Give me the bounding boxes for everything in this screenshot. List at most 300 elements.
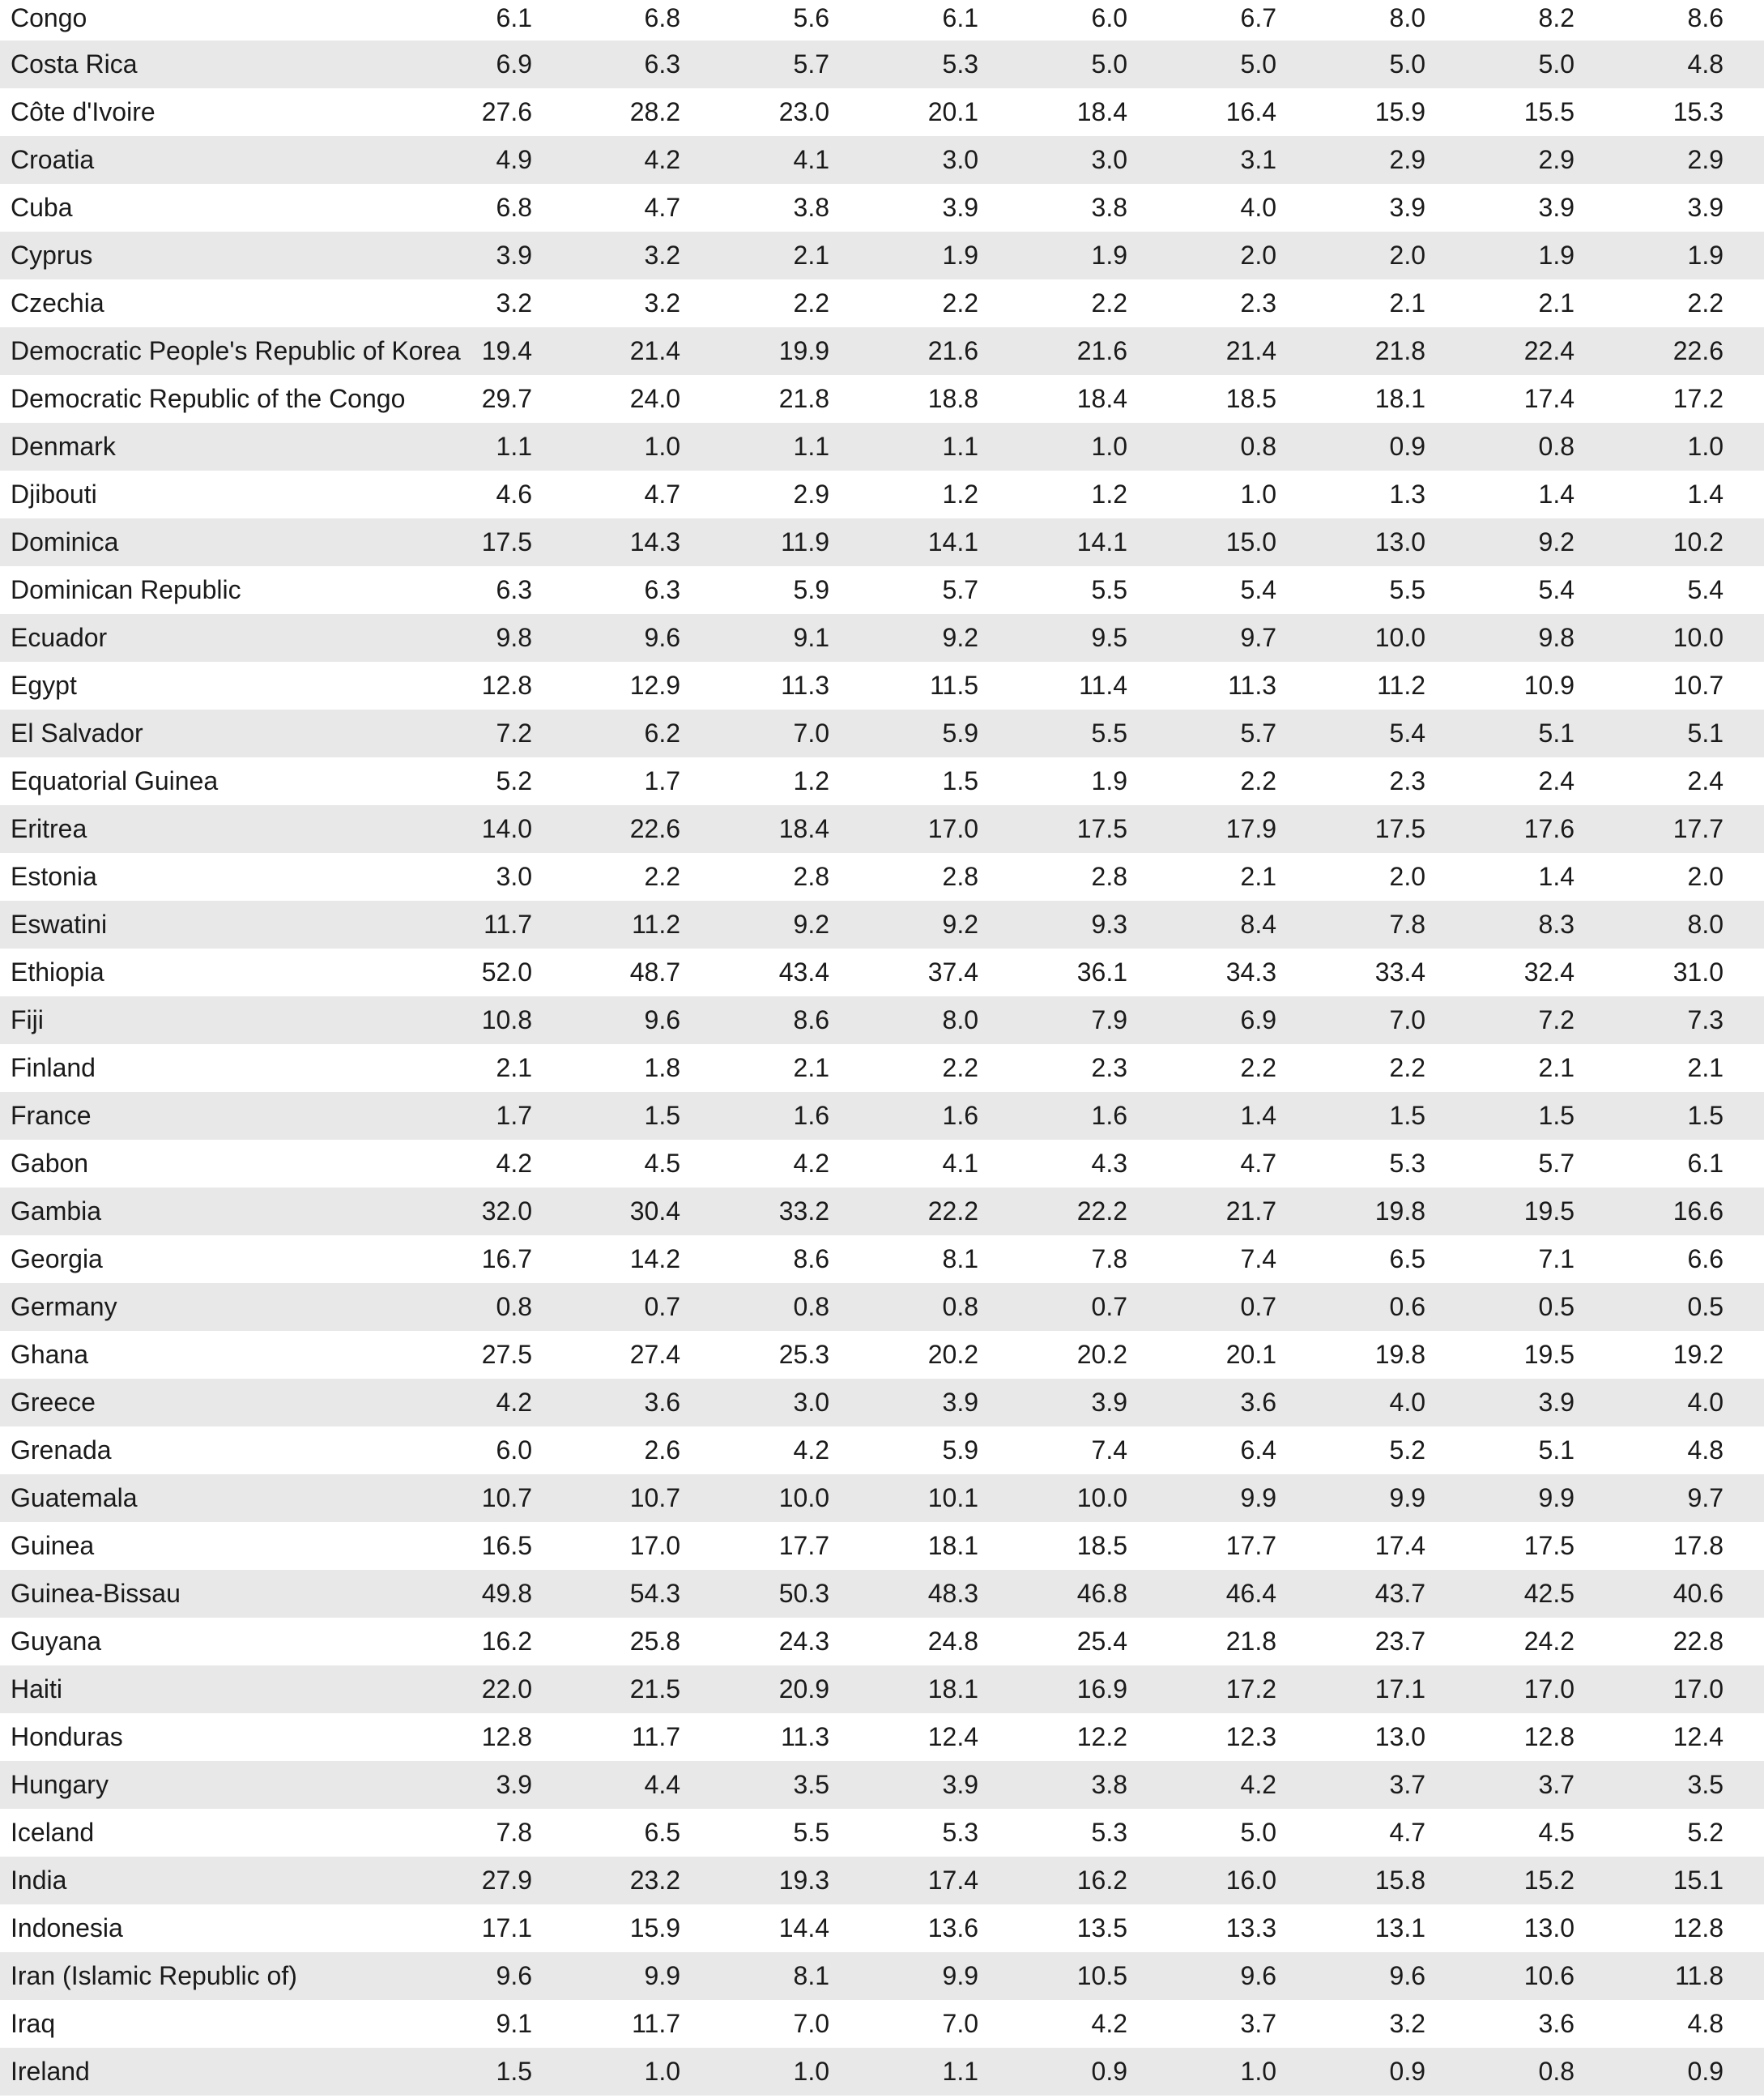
table-row xyxy=(0,1140,1764,1188)
value-cell: 5.2 xyxy=(1389,1435,1425,1465)
value-cell: 9.1 xyxy=(793,623,829,652)
country-name: Honduras xyxy=(11,1722,123,1751)
value-cell: 3.0 xyxy=(942,145,978,174)
value-cell: 11.7 xyxy=(484,910,532,939)
value-cell: 5.2 xyxy=(496,766,532,795)
value-cell: 3.9 xyxy=(942,1388,978,1417)
value-cell: 22.2 xyxy=(927,1196,978,1226)
value-cell: 2.9 xyxy=(1538,145,1574,174)
table-row xyxy=(0,662,1764,710)
value-cell: 12.4 xyxy=(927,1722,978,1751)
value-cell: 12.2 xyxy=(1076,1722,1127,1751)
value-cell: 21.4 xyxy=(1225,336,1276,365)
country-name: Ecuador xyxy=(11,623,108,652)
value-cell: 7.2 xyxy=(496,719,532,748)
country-name: Congo xyxy=(11,3,87,32)
value-cell: 15.9 xyxy=(629,1913,680,1942)
value-cell: 5.4 xyxy=(1389,719,1425,748)
table-row xyxy=(0,41,1764,88)
country-name: Grenada xyxy=(11,1435,112,1465)
value-cell: 8.3 xyxy=(1538,910,1574,939)
value-cell: 11.3 xyxy=(781,671,829,700)
table-row xyxy=(0,566,1764,614)
value-cell: 17.0 xyxy=(927,814,978,843)
value-cell: 2.2 xyxy=(1240,1053,1276,1082)
value-cell: 20.1 xyxy=(1225,1340,1276,1369)
value-cell: 19.2 xyxy=(1672,1340,1724,1369)
country-name: Germany xyxy=(11,1292,117,1321)
value-cell: 2.2 xyxy=(644,862,680,891)
value-cell: 17.5 xyxy=(481,527,532,556)
value-cell: 5.0 xyxy=(1240,49,1276,79)
value-cell: 4.2 xyxy=(793,1435,829,1465)
value-cell: 50.3 xyxy=(778,1579,829,1608)
country-name: Ghana xyxy=(11,1340,89,1369)
value-cell: 9.2 xyxy=(942,910,978,939)
value-cell: 3.2 xyxy=(644,288,680,318)
value-cell: 2.4 xyxy=(1687,766,1724,795)
value-cell: 6.8 xyxy=(496,193,532,222)
value-cell: 5.4 xyxy=(1687,575,1724,604)
value-cell: 0.8 xyxy=(1538,2057,1574,2086)
value-cell: 1.2 xyxy=(942,480,978,509)
value-cell: 6.4 xyxy=(1240,1435,1276,1465)
value-cell: 0.5 xyxy=(1687,1292,1724,1321)
value-cell: 2.2 xyxy=(1240,766,1276,795)
value-cell: 9.6 xyxy=(644,1005,680,1034)
value-cell: 8.1 xyxy=(942,1244,978,1273)
value-cell: 2.2 xyxy=(793,288,829,318)
value-cell: 9.5 xyxy=(1091,623,1127,652)
value-cell: 9.9 xyxy=(1538,1483,1574,1512)
country-name: El Salvador xyxy=(11,719,143,748)
country-name: Eritrea xyxy=(11,814,87,843)
value-cell: 1.5 xyxy=(1389,1101,1425,1130)
value-cell: 4.6 xyxy=(496,480,532,509)
value-cell: 19.4 xyxy=(481,336,532,365)
table-row xyxy=(0,184,1764,232)
value-cell: 1.2 xyxy=(793,766,829,795)
value-cell: 2.0 xyxy=(1687,862,1724,891)
value-cell: 17.0 xyxy=(1672,1674,1724,1704)
value-cell: 5.0 xyxy=(1240,1818,1276,1847)
value-cell: 10.2 xyxy=(1672,527,1724,556)
value-cell: 6.0 xyxy=(1091,3,1127,32)
value-cell: 10.5 xyxy=(1076,1961,1127,1990)
value-cell: 3.7 xyxy=(1538,1770,1574,1799)
country-name: Gambia xyxy=(11,1196,102,1226)
value-cell: 15.1 xyxy=(1672,1866,1724,1895)
value-cell: 10.0 xyxy=(1672,623,1724,652)
value-cell: 1.5 xyxy=(496,2057,532,2086)
value-cell: 5.1 xyxy=(1687,719,1724,748)
value-cell: 21.7 xyxy=(1225,1196,1276,1226)
value-cell: 5.5 xyxy=(1091,575,1127,604)
country-name: Indonesia xyxy=(11,1913,123,1942)
value-cell: 5.9 xyxy=(942,719,978,748)
value-cell: 10.0 xyxy=(778,1483,829,1512)
value-cell: 3.6 xyxy=(1538,2009,1574,2038)
country-name: Equatorial Guinea xyxy=(11,766,219,795)
value-cell: 9.8 xyxy=(496,623,532,652)
value-cell: 1.4 xyxy=(1687,480,1724,509)
value-cell: 0.6 xyxy=(1389,1292,1425,1321)
value-cell: 17.0 xyxy=(629,1531,680,1560)
value-cell: 12.8 xyxy=(481,1722,532,1751)
value-cell: 2.2 xyxy=(942,288,978,318)
value-cell: 17.4 xyxy=(1523,384,1574,413)
value-cell: 9.6 xyxy=(1389,1961,1425,1990)
value-cell: 22.6 xyxy=(1672,336,1724,365)
country-name: Iran (Islamic Republic of) xyxy=(11,1961,297,1990)
value-cell: 54.3 xyxy=(629,1579,680,1608)
value-cell: 34.3 xyxy=(1225,957,1276,987)
value-cell: 9.9 xyxy=(1240,1483,1276,1512)
value-cell: 2.8 xyxy=(1091,862,1127,891)
value-cell: 5.7 xyxy=(1538,1149,1574,1178)
table-row xyxy=(0,1044,1764,1092)
value-cell: 22.0 xyxy=(481,1674,532,1704)
value-cell: 18.8 xyxy=(927,384,978,413)
value-cell: 14.1 xyxy=(1076,527,1127,556)
value-cell: 6.3 xyxy=(644,575,680,604)
value-cell: 49.8 xyxy=(481,1579,532,1608)
country-name: Eswatini xyxy=(11,910,108,939)
value-cell: 1.0 xyxy=(644,432,680,461)
country-name: Fiji xyxy=(11,1005,44,1034)
table-row xyxy=(0,901,1764,949)
value-cell: 5.4 xyxy=(1240,575,1276,604)
value-cell: 11.5 xyxy=(930,671,978,700)
value-cell: 21.5 xyxy=(629,1674,680,1704)
value-cell: 2.3 xyxy=(1389,766,1425,795)
value-cell: 40.6 xyxy=(1672,1579,1724,1608)
country-name: Democratic Republic of the Congo xyxy=(11,384,406,413)
value-cell: 7.8 xyxy=(1091,1244,1127,1273)
value-cell: 42.5 xyxy=(1523,1579,1574,1608)
value-cell: 2.1 xyxy=(1389,288,1425,318)
value-cell: 18.4 xyxy=(1076,97,1127,126)
value-cell: 20.1 xyxy=(927,97,978,126)
value-cell: 4.2 xyxy=(1091,2009,1127,2038)
value-cell: 17.2 xyxy=(1225,1674,1276,1704)
value-cell: 2.2 xyxy=(1091,288,1127,318)
value-cell: 8.6 xyxy=(793,1244,829,1273)
value-cell: 5.3 xyxy=(942,49,978,79)
table-row xyxy=(0,1092,1764,1140)
value-cell: 1.5 xyxy=(1687,1101,1724,1130)
value-cell: 1.6 xyxy=(1091,1101,1127,1130)
value-cell: 9.3 xyxy=(1091,910,1127,939)
value-cell: 1.6 xyxy=(942,1101,978,1130)
value-cell: 9.6 xyxy=(1240,1961,1276,1990)
value-cell: 4.5 xyxy=(1538,1818,1574,1847)
value-cell: 12.3 xyxy=(1225,1722,1276,1751)
value-cell: 15.3 xyxy=(1672,97,1724,126)
value-cell: 14.3 xyxy=(629,527,680,556)
value-cell: 1.7 xyxy=(644,766,680,795)
value-cell: 16.2 xyxy=(481,1627,532,1656)
value-cell: 3.9 xyxy=(1091,1388,1127,1417)
value-cell: 15.0 xyxy=(1225,527,1276,556)
value-cell: 22.4 xyxy=(1523,336,1574,365)
value-cell: 5.7 xyxy=(942,575,978,604)
value-cell: 8.2 xyxy=(1538,3,1574,32)
value-cell: 46.4 xyxy=(1225,1579,1276,1608)
value-cell: 0.7 xyxy=(644,1292,680,1321)
value-cell: 9.9 xyxy=(644,1961,680,1990)
value-cell: 10.0 xyxy=(1076,1483,1127,1512)
value-cell: 6.1 xyxy=(1687,1149,1724,1178)
value-cell: 6.5 xyxy=(644,1818,680,1847)
value-cell: 8.4 xyxy=(1240,910,1276,939)
value-cell: 10.7 xyxy=(481,1483,532,1512)
value-cell: 6.9 xyxy=(1240,1005,1276,1034)
value-cell: 1.9 xyxy=(1687,241,1724,270)
value-cell: 19.5 xyxy=(1523,1196,1574,1226)
country-name: Gabon xyxy=(11,1149,89,1178)
value-cell: 10.9 xyxy=(1523,671,1574,700)
value-cell: 1.3 xyxy=(1389,480,1425,509)
value-cell: 2.2 xyxy=(1389,1053,1425,1082)
value-cell: 5.7 xyxy=(793,49,829,79)
country-name: India xyxy=(11,1866,67,1895)
value-cell: 1.1 xyxy=(942,2057,978,2086)
value-cell: 3.9 xyxy=(942,193,978,222)
country-name: Denmark xyxy=(11,432,116,461)
value-cell: 2.2 xyxy=(1687,288,1724,318)
table-row xyxy=(0,996,1764,1044)
table-row xyxy=(0,518,1764,566)
value-cell: 17.9 xyxy=(1225,814,1276,843)
country-name: Croatia xyxy=(11,145,95,174)
value-cell: 24.0 xyxy=(629,384,680,413)
country-name: France xyxy=(11,1101,92,1130)
value-cell: 17.2 xyxy=(1672,384,1724,413)
table-row xyxy=(0,136,1764,184)
value-cell: 17.5 xyxy=(1374,814,1425,843)
value-cell: 6.0 xyxy=(496,1435,532,1465)
country-name: Finland xyxy=(11,1053,96,1082)
value-cell: 10.1 xyxy=(927,1483,978,1512)
country-name: Côte d'Ivoire xyxy=(11,97,156,126)
value-cell: 1.5 xyxy=(942,766,978,795)
value-cell: 4.2 xyxy=(496,1149,532,1178)
value-cell: 13.0 xyxy=(1374,1722,1425,1751)
table-row xyxy=(0,1665,1764,1713)
value-cell: 16.4 xyxy=(1225,97,1276,126)
value-cell: 1.9 xyxy=(1538,241,1574,270)
country-name: Iraq xyxy=(11,2009,56,2038)
value-cell: 6.1 xyxy=(942,3,978,32)
value-cell: 1.1 xyxy=(496,432,532,461)
value-cell: 17.7 xyxy=(1225,1531,1276,1560)
value-cell: 2.1 xyxy=(1687,1053,1724,1082)
value-cell: 3.2 xyxy=(496,288,532,318)
value-cell: 17.4 xyxy=(927,1866,978,1895)
value-cell: 7.4 xyxy=(1091,1435,1127,1465)
value-cell: 7.8 xyxy=(1389,910,1425,939)
value-cell: 4.7 xyxy=(644,193,680,222)
table-row xyxy=(0,1188,1764,1235)
value-cell: 2.1 xyxy=(1240,862,1276,891)
table-row xyxy=(0,2048,1764,2096)
value-cell: 22.8 xyxy=(1672,1627,1724,1656)
table-row xyxy=(0,1904,1764,1952)
value-cell: 7.0 xyxy=(793,719,829,748)
table-row xyxy=(0,375,1764,423)
table-row xyxy=(0,1952,1764,2000)
value-cell: 8.0 xyxy=(1687,910,1724,939)
table-row xyxy=(0,88,1764,136)
country-name: Hungary xyxy=(11,1770,109,1799)
value-cell: 27.5 xyxy=(481,1340,532,1369)
value-cell: 4.0 xyxy=(1687,1388,1724,1417)
value-cell: 23.2 xyxy=(629,1866,680,1895)
value-cell: 7.4 xyxy=(1240,1244,1276,1273)
value-cell: 3.9 xyxy=(942,1770,978,1799)
value-cell: 24.2 xyxy=(1523,1627,1574,1656)
value-cell: 11.9 xyxy=(781,527,829,556)
value-cell: 13.6 xyxy=(927,1913,978,1942)
value-cell: 6.3 xyxy=(644,49,680,79)
value-cell: 25.4 xyxy=(1076,1627,1127,1656)
value-cell: 21.6 xyxy=(927,336,978,365)
value-cell: 4.9 xyxy=(496,145,532,174)
value-cell: 19.8 xyxy=(1374,1340,1425,1369)
value-cell: 8.6 xyxy=(1687,3,1724,32)
country-name: Democratic People's Republic of Korea xyxy=(11,336,461,365)
value-cell: 43.7 xyxy=(1374,1579,1425,1608)
value-cell: 5.1 xyxy=(1538,1435,1574,1465)
value-cell: 3.9 xyxy=(496,241,532,270)
value-cell: 5.5 xyxy=(793,1818,829,1847)
value-cell: 3.9 xyxy=(1538,1388,1574,1417)
value-cell: 19.5 xyxy=(1523,1340,1574,1369)
value-cell: 17.5 xyxy=(1523,1531,1574,1560)
value-cell: 21.4 xyxy=(629,336,680,365)
value-cell: 33.2 xyxy=(778,1196,829,1226)
country-name: Georgia xyxy=(11,1244,103,1273)
value-cell: 5.5 xyxy=(1389,575,1425,604)
value-cell: 11.4 xyxy=(1079,671,1127,700)
value-cell: 12.4 xyxy=(1672,1722,1724,1751)
value-cell: 28.2 xyxy=(629,97,680,126)
value-cell: 2.1 xyxy=(1538,1053,1574,1082)
value-cell: 10.0 xyxy=(1374,623,1425,652)
value-cell: 5.0 xyxy=(1389,49,1425,79)
value-cell: 6.2 xyxy=(644,719,680,748)
country-name: Estonia xyxy=(11,862,97,891)
value-cell: 21.8 xyxy=(778,384,829,413)
country-name: Costa Rica xyxy=(11,49,138,79)
country-name: Greece xyxy=(11,1388,96,1417)
value-cell: 18.1 xyxy=(927,1674,978,1704)
value-cell: 1.0 xyxy=(644,2057,680,2086)
value-cell: 2.6 xyxy=(644,1435,680,1465)
value-cell: 1.9 xyxy=(942,241,978,270)
value-cell: 7.0 xyxy=(942,2009,978,2038)
value-cell: 16.7 xyxy=(481,1244,532,1273)
value-cell: 20.9 xyxy=(778,1674,829,1704)
value-cell: 16.6 xyxy=(1672,1196,1724,1226)
value-cell: 3.2 xyxy=(1389,2009,1425,2038)
value-cell: 4.4 xyxy=(644,1770,680,1799)
value-cell: 11.7 xyxy=(632,1722,680,1751)
value-cell: 15.5 xyxy=(1523,97,1574,126)
table-row xyxy=(0,949,1764,996)
value-cell: 8.6 xyxy=(793,1005,829,1034)
value-cell: 4.1 xyxy=(793,145,829,174)
value-cell: 1.0 xyxy=(1687,432,1724,461)
value-cell: 0.9 xyxy=(1091,2057,1127,2086)
value-cell: 17.1 xyxy=(481,1913,532,1942)
value-cell: 13.5 xyxy=(1076,1913,1127,1942)
value-cell: 17.0 xyxy=(1523,1674,1574,1704)
value-cell: 4.8 xyxy=(1687,2009,1724,2038)
value-cell: 9.9 xyxy=(942,1961,978,1990)
value-cell: 4.7 xyxy=(1240,1149,1276,1178)
value-cell: 21.8 xyxy=(1374,336,1425,365)
value-cell: 17.4 xyxy=(1374,1531,1425,1560)
value-cell: 18.1 xyxy=(927,1531,978,1560)
value-cell: 3.7 xyxy=(1389,1770,1425,1799)
value-cell: 27.6 xyxy=(481,97,532,126)
value-cell: 1.0 xyxy=(793,2057,829,2086)
table-row xyxy=(0,2000,1764,2048)
country-name: Iceland xyxy=(11,1818,95,1847)
value-cell: 4.7 xyxy=(1389,1818,1425,1847)
value-cell: 10.7 xyxy=(1672,671,1724,700)
value-cell: 6.9 xyxy=(496,49,532,79)
country-name: Ethiopia xyxy=(11,957,104,987)
value-cell: 5.3 xyxy=(1389,1149,1425,1178)
value-cell: 18.4 xyxy=(1076,384,1127,413)
value-cell: 1.6 xyxy=(793,1101,829,1130)
value-cell: 14.4 xyxy=(778,1913,829,1942)
value-cell: 1.0 xyxy=(1091,432,1127,461)
value-cell: 8.0 xyxy=(942,1005,978,1034)
value-cell: 30.4 xyxy=(629,1196,680,1226)
country-name: Guatemala xyxy=(11,1483,138,1512)
country-name: Cuba xyxy=(11,193,73,222)
table-row xyxy=(0,1857,1764,1904)
value-cell: 24.3 xyxy=(778,1627,829,1656)
value-cell: 19.3 xyxy=(778,1866,829,1895)
value-cell: 0.8 xyxy=(942,1292,978,1321)
value-cell: 6.8 xyxy=(644,3,680,32)
value-cell: 1.9 xyxy=(1091,766,1127,795)
value-cell: 11.7 xyxy=(632,2009,680,2038)
value-cell: 15.2 xyxy=(1523,1866,1574,1895)
value-cell: 5.9 xyxy=(942,1435,978,1465)
value-cell: 10.7 xyxy=(629,1483,680,1512)
value-cell: 2.9 xyxy=(1687,145,1724,174)
value-cell: 3.9 xyxy=(496,1770,532,1799)
value-cell: 46.8 xyxy=(1076,1579,1127,1608)
value-cell: 32.0 xyxy=(481,1196,532,1226)
value-cell: 18.5 xyxy=(1225,384,1276,413)
value-cell: 5.3 xyxy=(1091,1818,1127,1847)
value-cell: 24.8 xyxy=(927,1627,978,1656)
country-name: Czechia xyxy=(11,288,104,318)
value-cell: 0.8 xyxy=(496,1292,532,1321)
value-cell: 9.7 xyxy=(1687,1483,1724,1512)
value-cell: 16.0 xyxy=(1225,1866,1276,1895)
value-cell: 6.5 xyxy=(1389,1244,1425,1273)
table-row xyxy=(0,757,1764,805)
value-cell: 2.2 xyxy=(942,1053,978,1082)
